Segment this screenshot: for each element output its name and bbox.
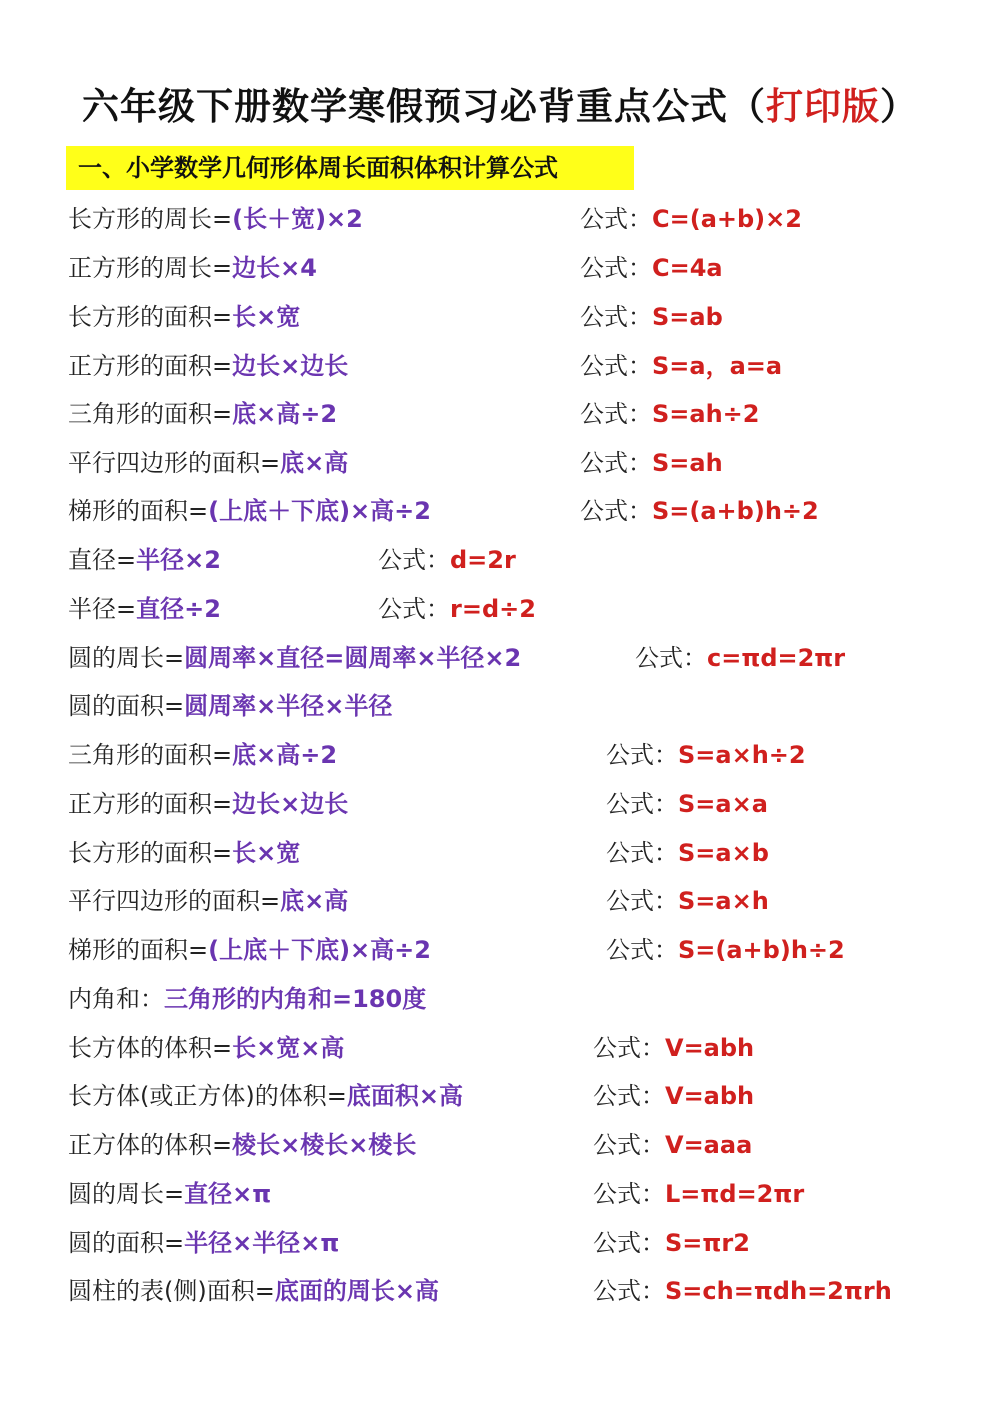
formula-prefix: 公式：	[593, 1034, 665, 1062]
formula-row	[68, 784, 348, 824]
formula-symbolic	[378, 540, 516, 580]
formula-row	[68, 540, 221, 580]
formula-prefix: 公式：	[378, 546, 450, 574]
formula-row	[68, 1271, 439, 1311]
formula-prefix: 公式：	[580, 497, 652, 525]
formula-row	[68, 638, 521, 678]
formula-symbolic	[593, 1271, 892, 1311]
formula-symbolic	[593, 1223, 750, 1263]
row-label: 半径=	[68, 595, 137, 623]
formula-value: d=2r	[450, 546, 516, 574]
row-value: 边长×边长	[232, 790, 349, 818]
formula-prefix: 公式：	[580, 449, 652, 477]
formula-value: V=abh	[665, 1034, 755, 1062]
row-label: 长方体(或正方体)的体积=	[68, 1082, 347, 1110]
formula-prefix: 公式：	[580, 352, 652, 380]
formula-value: L=πd=2πr	[665, 1180, 805, 1208]
formula-row	[68, 346, 348, 386]
row-label: 长方形的面积=	[68, 303, 233, 331]
formula-value: S=a，a=a	[652, 352, 783, 380]
row-label: 长方形的面积=	[68, 839, 233, 867]
formula-symbolic	[606, 833, 769, 873]
row-value: 边长×边长	[232, 352, 349, 380]
formula-row	[68, 1223, 339, 1263]
formula-symbolic	[606, 930, 845, 970]
formula-value: S=ah÷2	[652, 400, 760, 428]
formula-row	[68, 394, 337, 434]
formula-row	[68, 1125, 416, 1165]
formula-row	[68, 248, 317, 288]
formula-symbolic	[593, 1076, 754, 1116]
row-value: 三角形的内角和=180度	[164, 985, 427, 1013]
row-label: 正方形的面积=	[68, 790, 233, 818]
formula-row	[68, 1174, 271, 1214]
title-end: ）	[880, 85, 918, 128]
formula-value: C=4a	[652, 254, 723, 282]
formula-prefix: 公式：	[593, 1229, 665, 1257]
formula-prefix: 公式：	[606, 839, 678, 867]
formula-prefix: 公式：	[580, 303, 652, 331]
formula-prefix: 公式：	[606, 790, 678, 818]
formula-value: S=(a+b)h÷2	[678, 936, 845, 964]
row-label: 长方体的体积=	[68, 1034, 233, 1062]
formula-prefix: 公式：	[606, 887, 678, 915]
row-label: 长方形的周长=	[68, 205, 233, 233]
formula-value: S=a×h÷2	[678, 741, 806, 769]
row-value: 直径×π	[184, 1180, 272, 1208]
section-heading: 一、小学数学几何形体周长面积体积计算公式	[66, 146, 634, 190]
formula-symbolic	[593, 1028, 754, 1068]
page-title	[0, 76, 1000, 130]
row-label: 圆的周长=	[68, 1180, 185, 1208]
formula-symbolic	[635, 638, 845, 678]
row-label: 平行四边形的面积=	[68, 449, 281, 477]
formula-symbolic	[580, 443, 723, 483]
row-label: 圆柱的表(侧)面积=	[68, 1277, 275, 1305]
formula-symbolic	[580, 297, 723, 337]
row-value: 半径×2	[136, 546, 221, 574]
formula-symbolic	[593, 1125, 752, 1165]
formula-value: V=aaa	[665, 1131, 753, 1159]
row-label: 三角形的面积=	[68, 400, 233, 428]
formula-value: S=ch=πdh=2πrh	[665, 1277, 892, 1305]
row-value: 长×宽	[232, 839, 301, 867]
row-value: 长×宽×高	[232, 1034, 345, 1062]
formula-row	[68, 491, 431, 531]
formula-symbolic	[606, 881, 769, 921]
formula-row	[68, 979, 426, 1019]
formula-row	[68, 1076, 463, 1116]
row-value: 底×高÷2	[232, 741, 338, 769]
formula-prefix: 公式：	[606, 741, 678, 769]
formula-prefix: 公式：	[593, 1180, 665, 1208]
formula-value: V=abh	[665, 1082, 755, 1110]
formula-prefix: 公式：	[580, 254, 652, 282]
formula-row	[68, 297, 300, 337]
title-main: 六年级下册数学寒假预习必背重点公式（	[82, 85, 766, 128]
row-value: (长＋宽)×2	[232, 205, 363, 233]
row-value: 底面积×高	[346, 1082, 463, 1110]
formula-value: S=a×b	[678, 839, 769, 867]
row-label: 正方形的周长=	[68, 254, 233, 282]
row-label: 正方体的体积=	[68, 1131, 233, 1159]
title-highlight: 打印版	[766, 85, 880, 128]
formula-prefix: 公式：	[580, 400, 652, 428]
row-label: 圆的面积=	[68, 1229, 185, 1257]
row-value: 边长×4	[232, 254, 317, 282]
row-value: (上底＋下底)×高÷2	[208, 936, 431, 964]
formula-symbolic	[580, 248, 723, 288]
row-value: 底×高	[280, 887, 349, 915]
formula-prefix: 公式：	[635, 644, 707, 672]
formula-row	[68, 833, 300, 873]
formula-symbolic	[593, 1174, 804, 1214]
row-value: 圆周率×直径=圆周率×半径×2	[184, 644, 522, 672]
row-label: 三角形的面积=	[68, 741, 233, 769]
row-label: 圆的周长=	[68, 644, 185, 672]
row-value: 直径÷2	[136, 595, 221, 623]
formula-row	[68, 735, 337, 775]
formula-value: C=(a+b)×2	[652, 205, 802, 233]
formula-value: S=(a+b)h÷2	[652, 497, 819, 525]
formula-row	[68, 199, 363, 239]
formula-symbolic	[580, 394, 759, 434]
row-value: 底面的周长×高	[274, 1277, 439, 1305]
row-value: (上底＋下底)×高÷2	[208, 497, 431, 525]
formula-value: S=a×h	[678, 887, 769, 915]
formula-symbolic	[378, 589, 536, 629]
row-value: 半径×半径×π	[184, 1229, 340, 1257]
formula-row	[68, 589, 221, 629]
row-label: 梯形的面积=	[68, 936, 209, 964]
formula-row	[68, 881, 348, 921]
formula-prefix: 公式：	[593, 1131, 665, 1159]
formula-prefix: 公式：	[580, 205, 652, 233]
row-value: 棱长×棱长×棱长	[232, 1131, 417, 1159]
row-value: 圆周率×半径×半径	[184, 692, 393, 720]
formula-prefix: 公式：	[606, 936, 678, 964]
row-value: 底×高÷2	[232, 400, 338, 428]
formula-value: S=a×a	[678, 790, 768, 818]
formula-row	[68, 443, 348, 483]
formula-value: S=πr2	[665, 1229, 750, 1257]
formula-symbolic	[580, 346, 782, 386]
formula-symbolic	[606, 784, 768, 824]
row-label: 平行四边形的面积=	[68, 887, 281, 915]
formula-prefix: 公式：	[593, 1277, 665, 1305]
formula-row	[68, 1028, 344, 1068]
row-label: 圆的面积=	[68, 692, 185, 720]
formula-row	[68, 686, 392, 726]
formula-symbolic	[580, 199, 802, 239]
formula-row	[68, 930, 431, 970]
formula-value: r=d÷2	[450, 595, 536, 623]
formula-value: S=ab	[652, 303, 723, 331]
row-value: 底×高	[280, 449, 349, 477]
formula-prefix: 公式：	[378, 595, 450, 623]
formula-value: c=πd=2πr	[707, 644, 846, 672]
formula-prefix: 公式：	[593, 1082, 665, 1110]
formula-symbolic	[580, 491, 819, 531]
row-label: 梯形的面积=	[68, 497, 209, 525]
row-value: 长×宽	[232, 303, 301, 331]
row-label: 直径=	[68, 546, 137, 574]
formula-symbolic	[606, 735, 806, 775]
row-label: 内角和：	[68, 985, 164, 1013]
row-label: 正方形的面积=	[68, 352, 233, 380]
formula-value: S=ah	[652, 449, 723, 477]
